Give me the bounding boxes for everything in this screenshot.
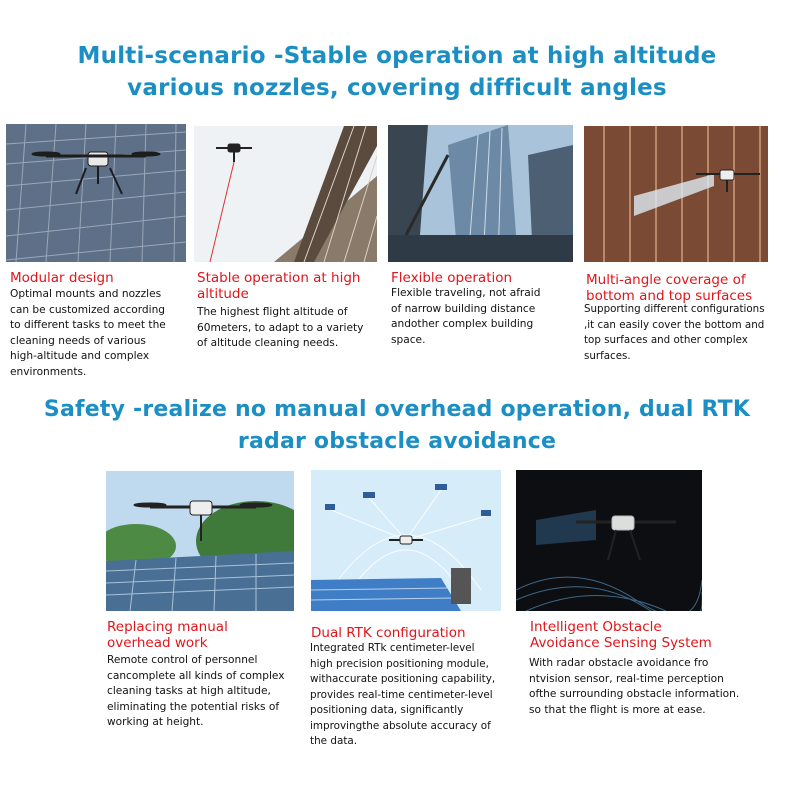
card2-title-line-1: Stable operation at high — [197, 270, 361, 286]
card3-title — [391, 270, 512, 286]
card1-body — [10, 287, 166, 380]
card4-body-line-4: surfaces. — [584, 349, 631, 362]
photo-high-altitude-building — [194, 126, 377, 262]
photo-solar-panel-drone — [6, 124, 186, 262]
card5-body-line-1: Remote control of personnel — [107, 654, 258, 666]
card4-body-line-3: top surfaces and other complex — [584, 334, 748, 346]
card4-title-line-2: bottom and top surfaces — [586, 288, 753, 304]
section1-heading-line-1: Multi-scenario -Stable operation at high altitude — [77, 43, 717, 69]
card4-body-line-1: Supporting different configurations — [584, 303, 765, 315]
card7-title-line-1: Intelligent Obstacle — [530, 619, 662, 635]
section2-heading — [0, 394, 794, 458]
card1-body-line-2: can be customized according — [10, 303, 166, 316]
card2-body-line-1: The highest flight altitude of — [197, 306, 348, 318]
card1-body-line-6: environments. — [10, 365, 87, 378]
card5-body-line-3: cleaning tasks at high altitude, — [107, 685, 271, 697]
card3-body-line-4: space. — [391, 333, 426, 346]
card3-body-line-2: of narrow building distance — [391, 302, 536, 315]
card1-body-line-4: cleaning needs of various — [10, 334, 146, 347]
card5-body-line-4: eliminating the potential risks of — [107, 700, 280, 713]
card6-title — [311, 625, 466, 641]
card5-body-line-5: working at height. — [107, 716, 204, 728]
card6-body-line-1: Integrated RTk centimeter-level — [310, 642, 475, 654]
card6-body — [310, 641, 495, 750]
card7-body-line-1: With radar obstacle avoidance fro — [529, 657, 709, 669]
card2-title-line-2: altitude — [197, 286, 249, 302]
card6-title-line-1: Dual RTK configuration — [311, 625, 466, 641]
card6-body-line-3: withaccurate positioning capability, — [310, 673, 496, 685]
card3-body — [391, 286, 540, 348]
card6-body-line-4: provides real-time centimeter-level — [310, 688, 493, 701]
card5-body — [107, 653, 285, 731]
card1-body-line-3: to different tasks to meet the — [10, 319, 166, 331]
card7-title — [530, 619, 712, 651]
section1-heading-line-2: various nozzles, covering difficult angles — [127, 75, 667, 101]
card4-title — [586, 272, 752, 304]
section2-heading-line-2: radar obstacle avoidance — [237, 429, 557, 454]
photo-facade-spraying — [584, 126, 768, 262]
photo-drone-over-solar-farm — [106, 471, 294, 611]
card2-body — [197, 305, 363, 352]
card7-body-line-4: so that the flight is more at ease. — [529, 703, 706, 716]
card1-body-line-5: high-altitude and complex — [10, 350, 150, 362]
card1-title — [10, 270, 114, 286]
card5-title — [107, 619, 228, 651]
card2-title — [197, 270, 360, 302]
photo-obstacle-avoidance — [516, 470, 702, 611]
photo-rtk-satellites — [311, 470, 501, 611]
card5-body-line-2: cancomplete all kinds of complex — [107, 669, 285, 682]
card7-body-line-2: ntvision sensor, real-time perception — [529, 672, 724, 685]
photo-narrow-buildings — [388, 125, 573, 262]
card5-title-line-1: Replacing manual — [107, 619, 228, 635]
card2-body-line-2: 60meters, to adapt to a variety — [197, 321, 364, 334]
card6-body-line-5: positioning data, significantly — [310, 704, 464, 716]
card7-body — [529, 656, 739, 718]
card6-body-line-6: improvingthe absolute accuracy of — [310, 719, 491, 732]
card3-title-line-1: Flexible operation — [391, 270, 513, 286]
card3-body-line-3: andother complex building — [391, 318, 534, 330]
card2-body-line-3: of altitude cleaning needs. — [197, 337, 339, 349]
card1-title-line-1: Modular design — [10, 270, 114, 286]
card4-body-line-2: ,it can easily cover the bottom and — [584, 318, 765, 331]
card7-title-line-2: Avoidance Sensing System — [530, 635, 712, 651]
card5-title-line-2: overhead work — [107, 635, 208, 651]
card4-body — [584, 302, 765, 364]
card3-body-line-1: Flexible traveling, not afraid — [391, 287, 541, 299]
card6-body-line-2: high precision positioning module, — [310, 657, 489, 670]
card4-title-line-1: Multi-angle coverage of — [586, 272, 746, 288]
section1-heading — [0, 40, 794, 104]
section2-heading-line-1: Safety -realize no manual overhead operation, dual RTK — [43, 397, 751, 422]
card7-body-line-3: ofthe surrounding obstacle information. — [529, 688, 740, 700]
card1-body-line-1: Optimal mounts and nozzles — [10, 288, 162, 300]
card6-body-line-7: the data. — [310, 735, 358, 747]
